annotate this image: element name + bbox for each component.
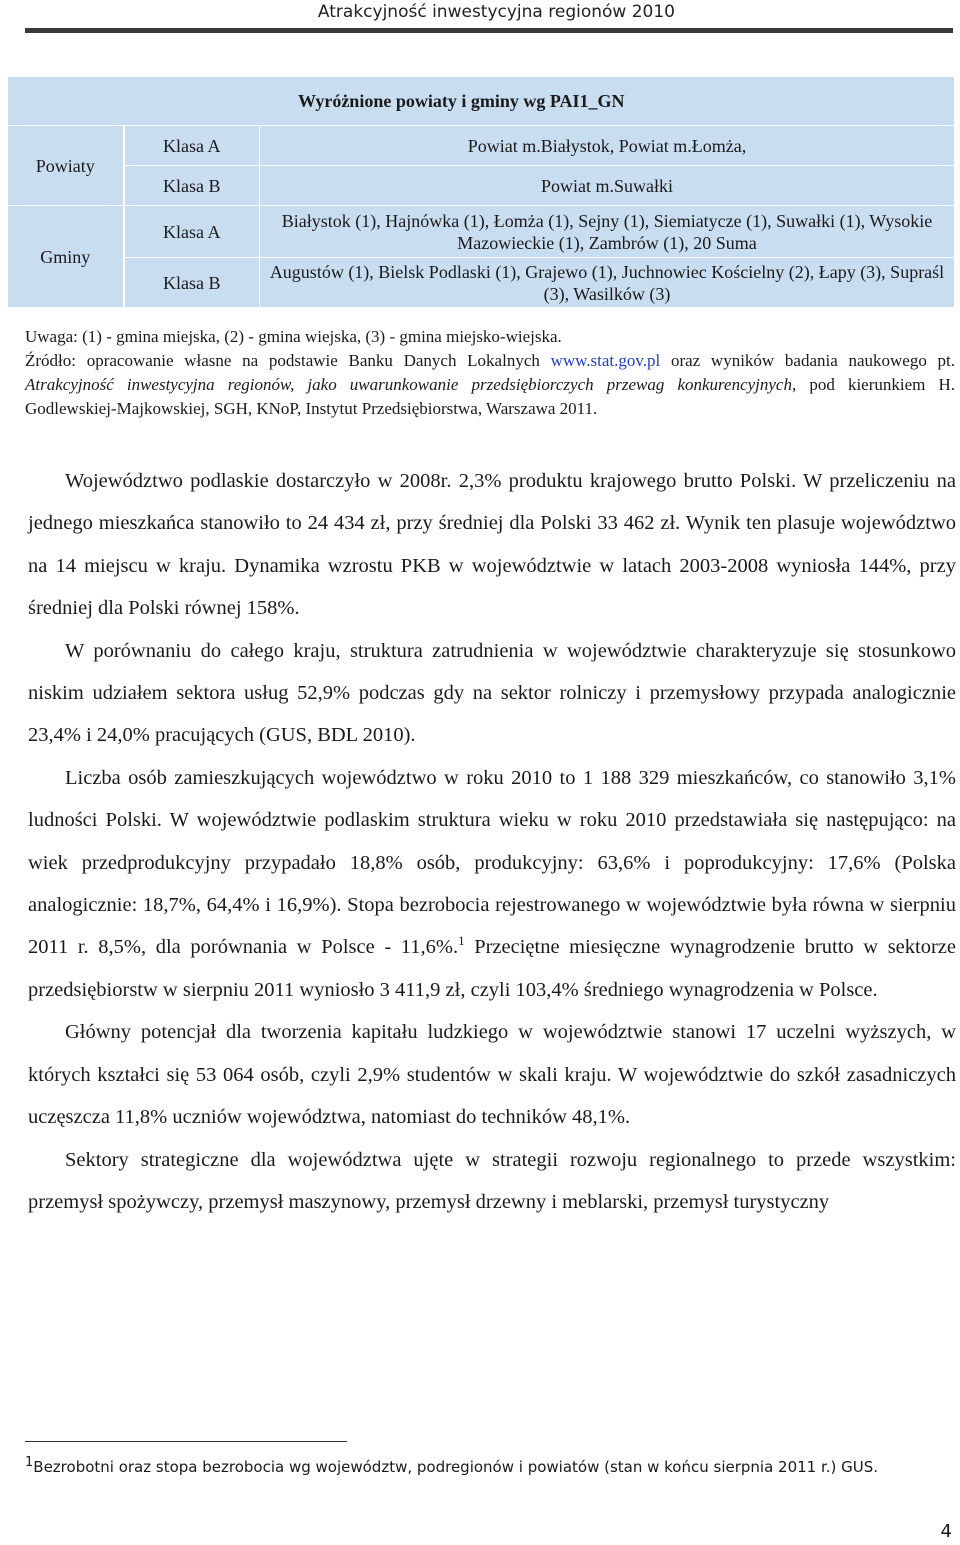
source-text: Źródło: opracowanie własne na podstawie Banku Danych Lokalnych: [25, 351, 551, 370]
footnote-rule: [25, 1441, 347, 1442]
value-cell: Powiat m.Suwałki: [260, 166, 955, 206]
footnote-mark: 1: [25, 1455, 34, 1470]
header-title: Atrakcyjność inwestycyjna regionów 2010: [317, 2, 675, 22]
group-cell-powiaty: Powiaty: [8, 126, 124, 206]
footnote-ref[interactable]: 1: [458, 933, 465, 949]
paragraph: W porównaniu do całego kraju, struktura zatrudnienia w województwie charakteryzuje się stosunkowo niskim udziałem sektora usług 52,9% podczas gdy na sektor rolniczy i przemysłowy przypada analogicznie 23,4% i 24,0% pracujących (GUS, BDL 2010).: [28, 639, 956, 747]
paragraph-text: Przeciętne miesięczne wynagrodzenie brutto w sektorze przedsiębiorstw w sierpniu 2011 wyniosło 3 411,9 zł, czyli 103,4% średniego wynagrodzenia w Polsce.: [28, 936, 956, 1001]
source-link[interactable]: www.stat.gov.pl: [550, 351, 661, 370]
footnote: [25, 1455, 955, 1479]
class-cell: Klasa A: [124, 206, 260, 258]
table-row: [8, 206, 955, 258]
distinguished-units-table: [7, 76, 955, 308]
note-source: [25, 349, 955, 421]
class-cell: Klasa B: [124, 166, 260, 206]
header-rule: [25, 28, 953, 33]
group-cell-gminy: Gminy: [8, 206, 124, 308]
footnote-text: Bezrobotni oraz stopa bezrobocia wg województw, podregionów i powiatów (stan w końcu sierpnia 2011 r.) GUS.: [33, 1458, 879, 1476]
table-row: [8, 126, 955, 166]
body-text: [28, 460, 956, 1223]
paragraph: Województwo podlaskie dostarczyło w 2008r. 2,3% produktu krajowego brutto Polski. W przeliczeniu na jednego mieszkańca stanowiło to 24 434 zł, przy średniej dla Polski 33 462 zł. Wynik ten plasuje województwo na 14 miejscu w kraju. Dynamika wzrostu PKB w województwie w latach 2003-2008 wyniosła 144%, przy średniej dla Polski równej 158%.: [28, 470, 956, 620]
value-cell: Powiat m.Białystok, Powiat m.Łomża,: [260, 126, 955, 166]
page-number: 4: [940, 1521, 952, 1542]
page-header: [0, 0, 960, 34]
class-cell: Klasa A: [124, 126, 260, 166]
class-cell: Klasa B: [124, 258, 260, 308]
note-uwaga: Uwaga: (1) - gmina miejska, (2) - gmina wiejska, (3) - gmina miejsko-wiejska.: [25, 327, 562, 346]
table-row: [8, 258, 955, 308]
paragraph: Główny potencjał dla tworzenia kapitału ludzkiego w województwie stanowi 17 uczelni wyższych, w których kształci się 53 064 osób, czyli 2,9% studentów w skali kraju. W województwie do szkół zasadniczych uczęszcza 11,8% uczniów województwa, natomiast do techników 48,1%.: [28, 1021, 956, 1129]
value-cell: Augustów (1), Bielsk Podlaski (1), Grajewo (1), Juchnowiec Kościelny (2), Łapy (3), Supraśl (3), Wasilków (3): [260, 258, 955, 308]
paragraph: [28, 757, 956, 1011]
paragraph-text: Liczba osób zamieszkujących województwo w roku 2010 to 1 188 329 mieszkańców, co stanowiło 3,1% ludności Polski. W województwie podlaskim struktura wieku w roku 2010 przedstawiała się następująco: na wiek przedprodukcyjny przypadało 18,8% osób, produkcyjny: 63,6% i poprodukcyjny: 17,6% (Polska analogicznie: 18,7%, 64,4% i 16,9%). Stopa bezrobocia rejestrowanego w województwie była równa w sierpniu 2011 r. 8,5%, dla porównania w Polsce - 11,6%.: [28, 766, 956, 959]
paragraph: Sektory strategiczne dla województwa ujęte w strategii rozwoju regionalnego to przede wszystkim: przemysł spożywczy, przemysł maszynowy, przemysł drzewny i meblarski, przemysł turystyczny: [28, 1148, 956, 1213]
value-cell: Białystok (1), Hajnówka (1), Łomża (1), Sejny (1), Siemiatycze (1), Suwałki (1), Wysokie Mazowieckie (1), Zambrów (1), 20 Suma: [260, 206, 955, 258]
table-title: Wyróżnione powiaty i gminy wg PAI1_GN: [8, 77, 955, 126]
table-notes: [25, 325, 955, 421]
source-text: oraz wyników badania naukowego pt.: [660, 351, 955, 370]
source-text: , pod kierunkiem H. Godlewskiej-Majkowskiej, SGH, KNoP, Instytut Przedsiębiorstwa, Warszawa 2011.: [25, 375, 955, 418]
source-study-title: Atrakcyjność inwestycyjna regionów, jako uwarunkowanie przedsiębiorczych przewag konkurencyjnych: [25, 375, 792, 394]
table-row: [8, 166, 955, 206]
